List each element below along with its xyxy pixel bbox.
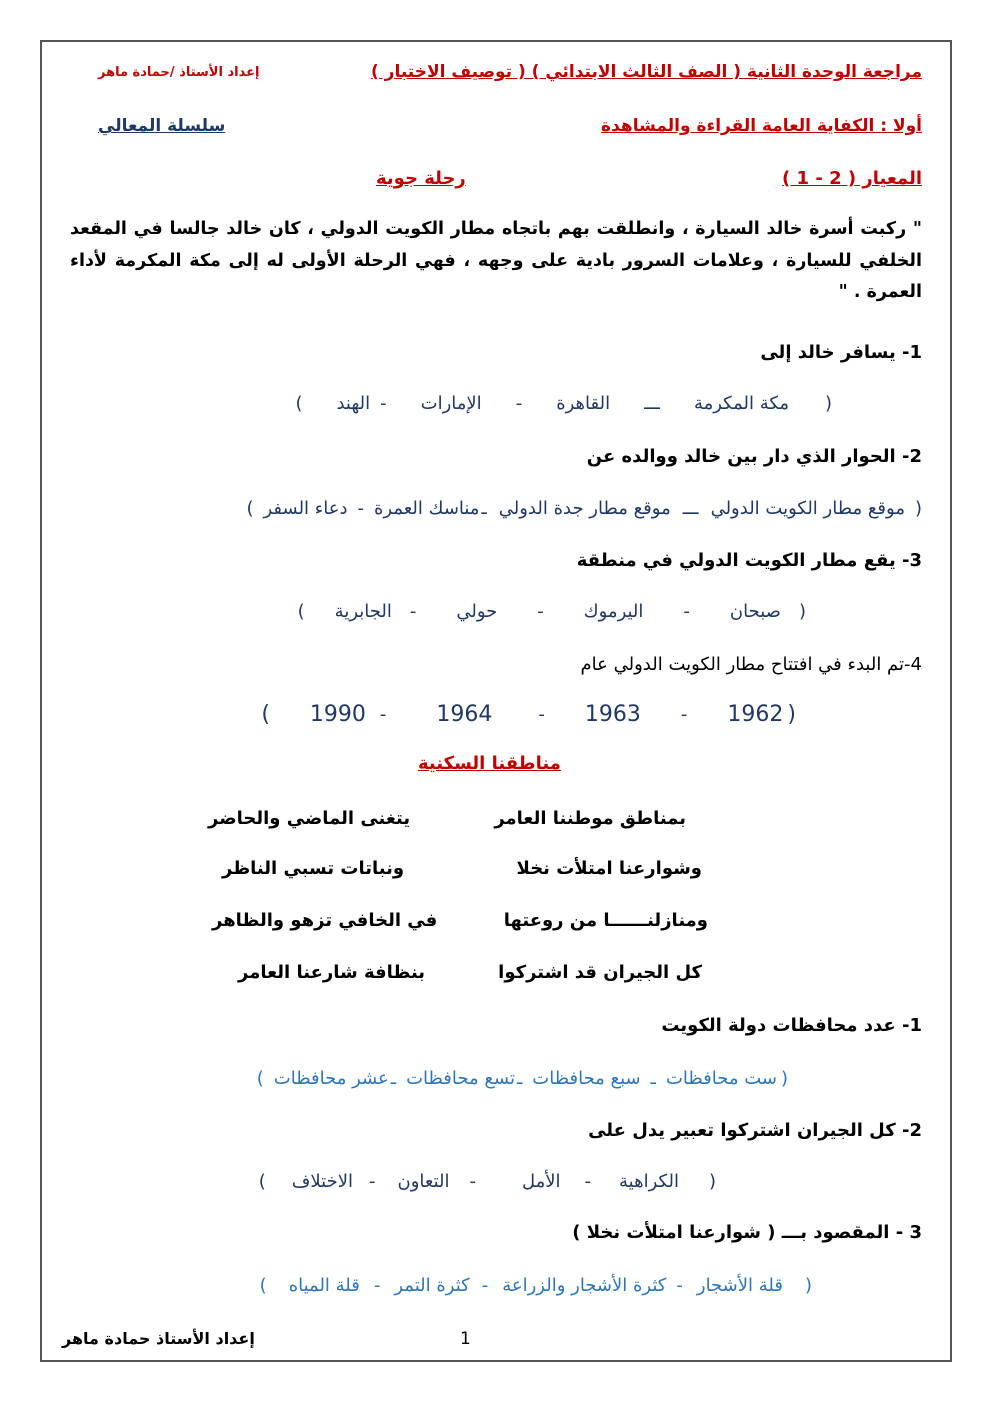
- lesson-title: رحلة جوية: [376, 168, 466, 189]
- poem-line-4-right: كل الجيران قد اشتركوا: [498, 962, 702, 983]
- option[interactable]: 1962: [727, 702, 784, 727]
- separator: -: [380, 393, 387, 414]
- option[interactable]: كثرة الأشجار والزراعة: [502, 1275, 667, 1296]
- open-paren: (: [804, 1275, 812, 1296]
- series-name: سلسلة المعالي: [98, 116, 226, 136]
- poem-line-3-left: في الخافي تزهو والظاهر: [212, 910, 438, 931]
- close-paren: ): [297, 601, 305, 622]
- author-credit: إعداد الأستاذ /حمادة ماهر: [98, 65, 260, 80]
- close-paren: ): [295, 393, 303, 414]
- separator: -: [680, 704, 688, 725]
- page-title: مراجعة الوحدة الثانية ( الصف الثالث الابتدائي ) ( توصيف الاختبار ): [370, 62, 922, 82]
- option[interactable]: الكراهية: [619, 1171, 679, 1192]
- option[interactable]: الأمل: [521, 1171, 561, 1192]
- separator: -: [481, 1275, 489, 1296]
- section-heading: أولا : الكفاية العامة القراءة والمشاهدة: [601, 116, 922, 136]
- close-paren: ): [258, 1171, 266, 1192]
- option[interactable]: كثرة التمر: [394, 1275, 470, 1296]
- open-paren: (: [824, 393, 832, 414]
- options-1-2: [246, 498, 922, 519]
- option[interactable]: مناسك العمرة: [373, 498, 480, 519]
- separator: -: [584, 1171, 592, 1192]
- question-2-1: 1- عدد محافظات دولة الكويت: [661, 1015, 922, 1036]
- separator: -: [373, 1275, 381, 1296]
- separator: -: [379, 704, 387, 725]
- option[interactable]: 1964: [436, 702, 493, 727]
- option[interactable]: تسع محافظات: [406, 1068, 515, 1089]
- separator: ـــ: [644, 393, 660, 414]
- option[interactable]: الاختلاف: [291, 1171, 353, 1192]
- options-2-1: [257, 1068, 788, 1089]
- poem-line-1-left: يتغنى الماضي والحاضر: [208, 808, 411, 829]
- poem-line-2-left: ونباتات تسبي الناظر: [222, 858, 405, 879]
- separator: -: [683, 601, 690, 622]
- option[interactable]: موقع مطار جدة الدولي: [498, 498, 671, 519]
- question-1-3: 3- يقع مطار الكويت الدولي في منطقة: [576, 550, 922, 571]
- options-1-1: [295, 393, 832, 414]
- option[interactable]: ست محافظات: [665, 1068, 777, 1089]
- separator: ـ: [481, 498, 487, 519]
- question-1-2: 2- الحوار الذي دار بين خالد ووالده عن: [586, 446, 922, 467]
- option[interactable]: القاهرة: [556, 393, 611, 414]
- close-paren: ): [246, 498, 254, 519]
- options-1-3: [298, 601, 806, 622]
- option[interactable]: سبع محافظات: [532, 1068, 641, 1089]
- separator: -: [368, 1171, 376, 1192]
- option[interactable]: قلة الأشجار: [696, 1275, 783, 1296]
- separator: ـ: [390, 1068, 397, 1089]
- question-2-3: 3 - المقصود بـــ ( شوارعنا امتلأت نخلا ): [572, 1222, 922, 1243]
- option[interactable]: الهند: [336, 393, 371, 414]
- option[interactable]: دعاء السفر: [263, 498, 348, 519]
- open-paren: (: [708, 1171, 716, 1192]
- poem-line-4-left: بنظافة شارعنا العامر: [238, 962, 426, 983]
- separator: ـ: [650, 1068, 656, 1089]
- option[interactable]: قلة المياه: [288, 1275, 360, 1296]
- option[interactable]: مكة المكرمة: [693, 393, 789, 414]
- separator: -: [537, 601, 544, 622]
- poem-line-1-right: بمناطق موطننا العامر: [494, 808, 686, 829]
- options-2-2: [259, 1171, 716, 1192]
- open-paren: (: [787, 702, 796, 727]
- open-paren: (: [780, 1068, 788, 1089]
- option[interactable]: الجابرية: [334, 601, 392, 622]
- separator: -: [538, 704, 545, 725]
- close-paren: ): [259, 1275, 267, 1296]
- open-paren: (: [798, 601, 806, 622]
- reading-passage: " ركبت أسرة خالد السيارة ، وانطلقت بهم باتجاه مطار الكويت الدولي ، كان خالد جالسا في المقعد الخلفي للسيارة ، وعلامات السرور بادية على وجهه ، فهي الرحلة الأولى له إلى مكة المكرمة لأداء العمرة . ": [70, 219, 922, 302]
- open-paren: (: [914, 498, 922, 519]
- separator: ـــ: [682, 498, 699, 519]
- footer-author: إعداد الأستاذ حمادة ماهر: [62, 1329, 255, 1348]
- separator: -: [409, 601, 417, 622]
- option[interactable]: حولي: [456, 601, 498, 622]
- separator: -: [357, 498, 364, 519]
- separator: -: [469, 1171, 476, 1192]
- close-paren: ): [261, 702, 270, 727]
- separator: ـ: [517, 1068, 523, 1089]
- option[interactable]: صبحان: [729, 601, 781, 622]
- option[interactable]: 1963: [584, 702, 641, 727]
- standard-label: المعيار ( 2 - 1 ): [782, 168, 922, 189]
- poem-line-3-right: ومنازلنــــــا من روعتها: [503, 910, 708, 931]
- option[interactable]: التعاون: [397, 1171, 450, 1192]
- question-1-4: 4-تم البدء في افتتاح مطار الكويت الدولي عام: [580, 654, 922, 675]
- poem-title: مناطقنا السكنية: [418, 753, 561, 774]
- option[interactable]: الإمارات: [420, 393, 482, 414]
- option[interactable]: اليرموك: [583, 601, 644, 622]
- separator: -: [676, 1275, 683, 1296]
- options-2-3: [260, 1275, 812, 1296]
- question-1-1: 1- يسافر خالد إلى: [760, 342, 922, 363]
- poem-line-2-right: وشوارعنا امتلأت نخلا: [516, 858, 702, 879]
- separator: -: [515, 393, 523, 414]
- page-number: 1: [460, 1329, 471, 1349]
- close-paren: ): [256, 1068, 264, 1089]
- options-1-4: [261, 702, 796, 727]
- option[interactable]: 1990: [309, 702, 366, 727]
- question-2-2: 2- كل الجيران اشتركوا تعبير يدل على: [588, 1120, 922, 1141]
- option[interactable]: عشر محافظات: [273, 1068, 389, 1089]
- option[interactable]: موقع مطار الكويت الدولي: [710, 498, 905, 519]
